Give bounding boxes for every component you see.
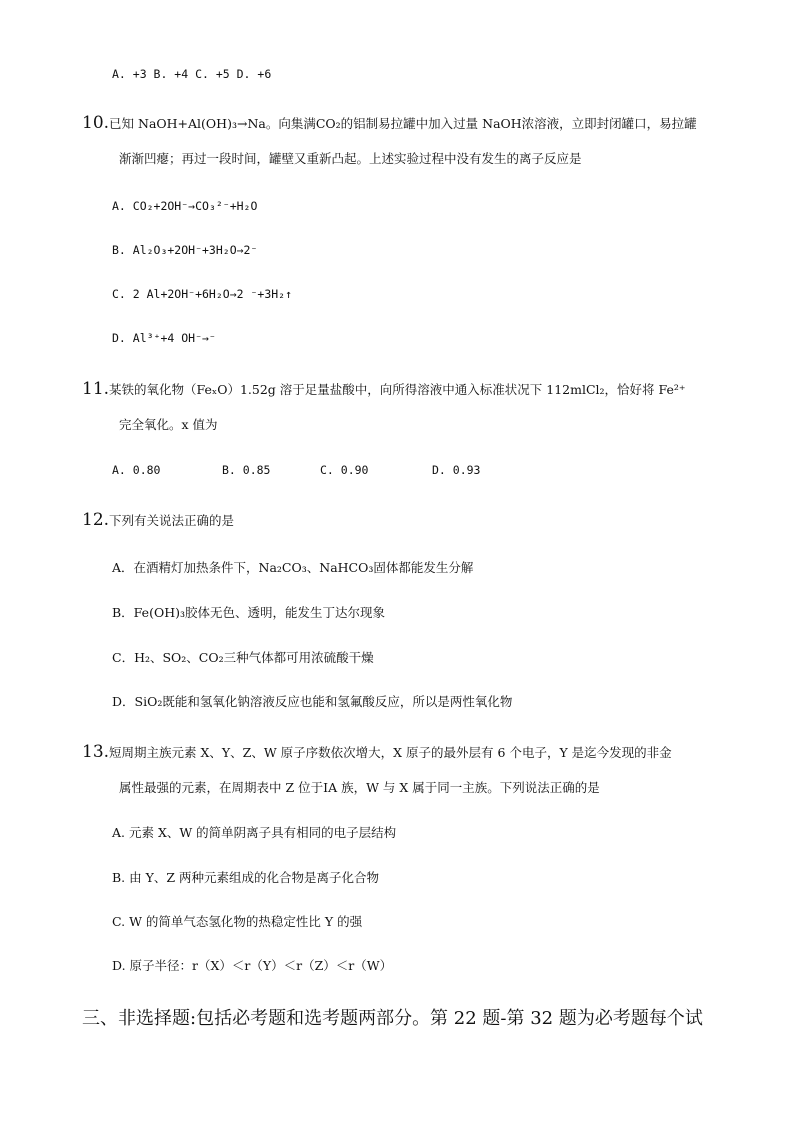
q13-stem-line1: 短周期主族元素 X、Y、Z、W 原子序数依次增大，X 原子的最外层有 6 个电子，Y 是迄今发现的非金 (109, 745, 672, 760)
q10-stem-line2: 渐渐凹瘪；再过一段时间，罐壁又重新凸起。上述实验过程中没有发生的离子反应是 (119, 151, 582, 166)
q12-stem: 下列有关说法正确的是 (109, 513, 235, 528)
q13-stem-line2: 属性最强的元素，在周期表中 Z 位于ⅠA 族，W 与 X 属于同一主族。下列说法正确的是 (119, 780, 600, 795)
q12-number: 12. (82, 510, 110, 530)
q11-stem-line2: 完全氧化。x 值为 (119, 417, 218, 432)
q10-option-b: B. Al₂O₃+2OH⁻+3H₂O→2⁻ (112, 243, 258, 257)
q12-option-b: B．Fe(OH)₃胶体无色、透明，能发生丁达尔现象 (112, 605, 385, 620)
q11-option-a: A. 0.80 (112, 463, 161, 477)
q10-option-a: A. CO₂+2OH⁻→CO₃²⁻+H₂O (112, 199, 258, 213)
question-10 (82, 114, 697, 133)
q12-option-d: D．SiO₂既能和氢氧化钠溶液反应也能和氢氟酸反应，所以是两性氧化物 (112, 694, 513, 709)
q11-option-d: D. 0.93 (432, 463, 481, 477)
q10-number: 10. (82, 113, 110, 133)
q13-number: 13. (82, 742, 110, 762)
q13-option-b: B. 由 Y、Z 两种元素组成的化合物是离子化合物 (112, 870, 380, 885)
question-13 (82, 743, 672, 762)
q10-stem-line1: 已知 NaOH+Al(OH)₃→Na。向集满CO₂的铝制易拉罐中加入过量 NaOH浓溶液，立即封闭罐口，易拉罐 (109, 116, 697, 131)
section-3-heading: 三、非选择题:包括必考题和选考题两部分。第 22 题-第 32 题为必考题每个试 (82, 1008, 703, 1029)
q11-option-b: B. 0.85 (222, 463, 271, 477)
q11-number: 11. (82, 379, 110, 399)
q10-option-c: C. 2 Al+2OH⁻+6H₂O→2 ⁻+3H₂↑ (112, 287, 293, 301)
q12-option-a: A．在酒精灯加热条件下，Na₂CO₃、NaHCO₃固体都能发生分解 (112, 560, 474, 575)
q9-options: A. +3 B. +4 C. +5 D. +6 (112, 67, 272, 81)
q11-stem-line1: 某铁的氧化物（FeₓO）1.52g 溶于足量盐酸中，向所得溶液中通入标准状况下 112mlCl₂，恰好将 Fe²⁺ (109, 382, 686, 397)
q11-option-c: C. 0.90 (320, 463, 369, 477)
q13-option-a: A. 元素 X、W 的简单阴离子具有相同的电子层结构 (112, 825, 397, 840)
question-12 (82, 511, 234, 530)
q10-option-d: D. Al³⁺+4 OH⁻→⁻ (112, 331, 216, 345)
q12-option-c: C．H₂、SO₂、CO₂三种气体都可用浓硫酸干燥 (112, 650, 374, 665)
question-11 (82, 380, 686, 399)
q13-option-d: D. 原子半径：r（X）＜r（Y）＜r（Z）＜r（W） (112, 958, 393, 973)
q13-option-c: C. W 的简单气态氢化物的热稳定性比 Y 的强 (112, 914, 363, 929)
